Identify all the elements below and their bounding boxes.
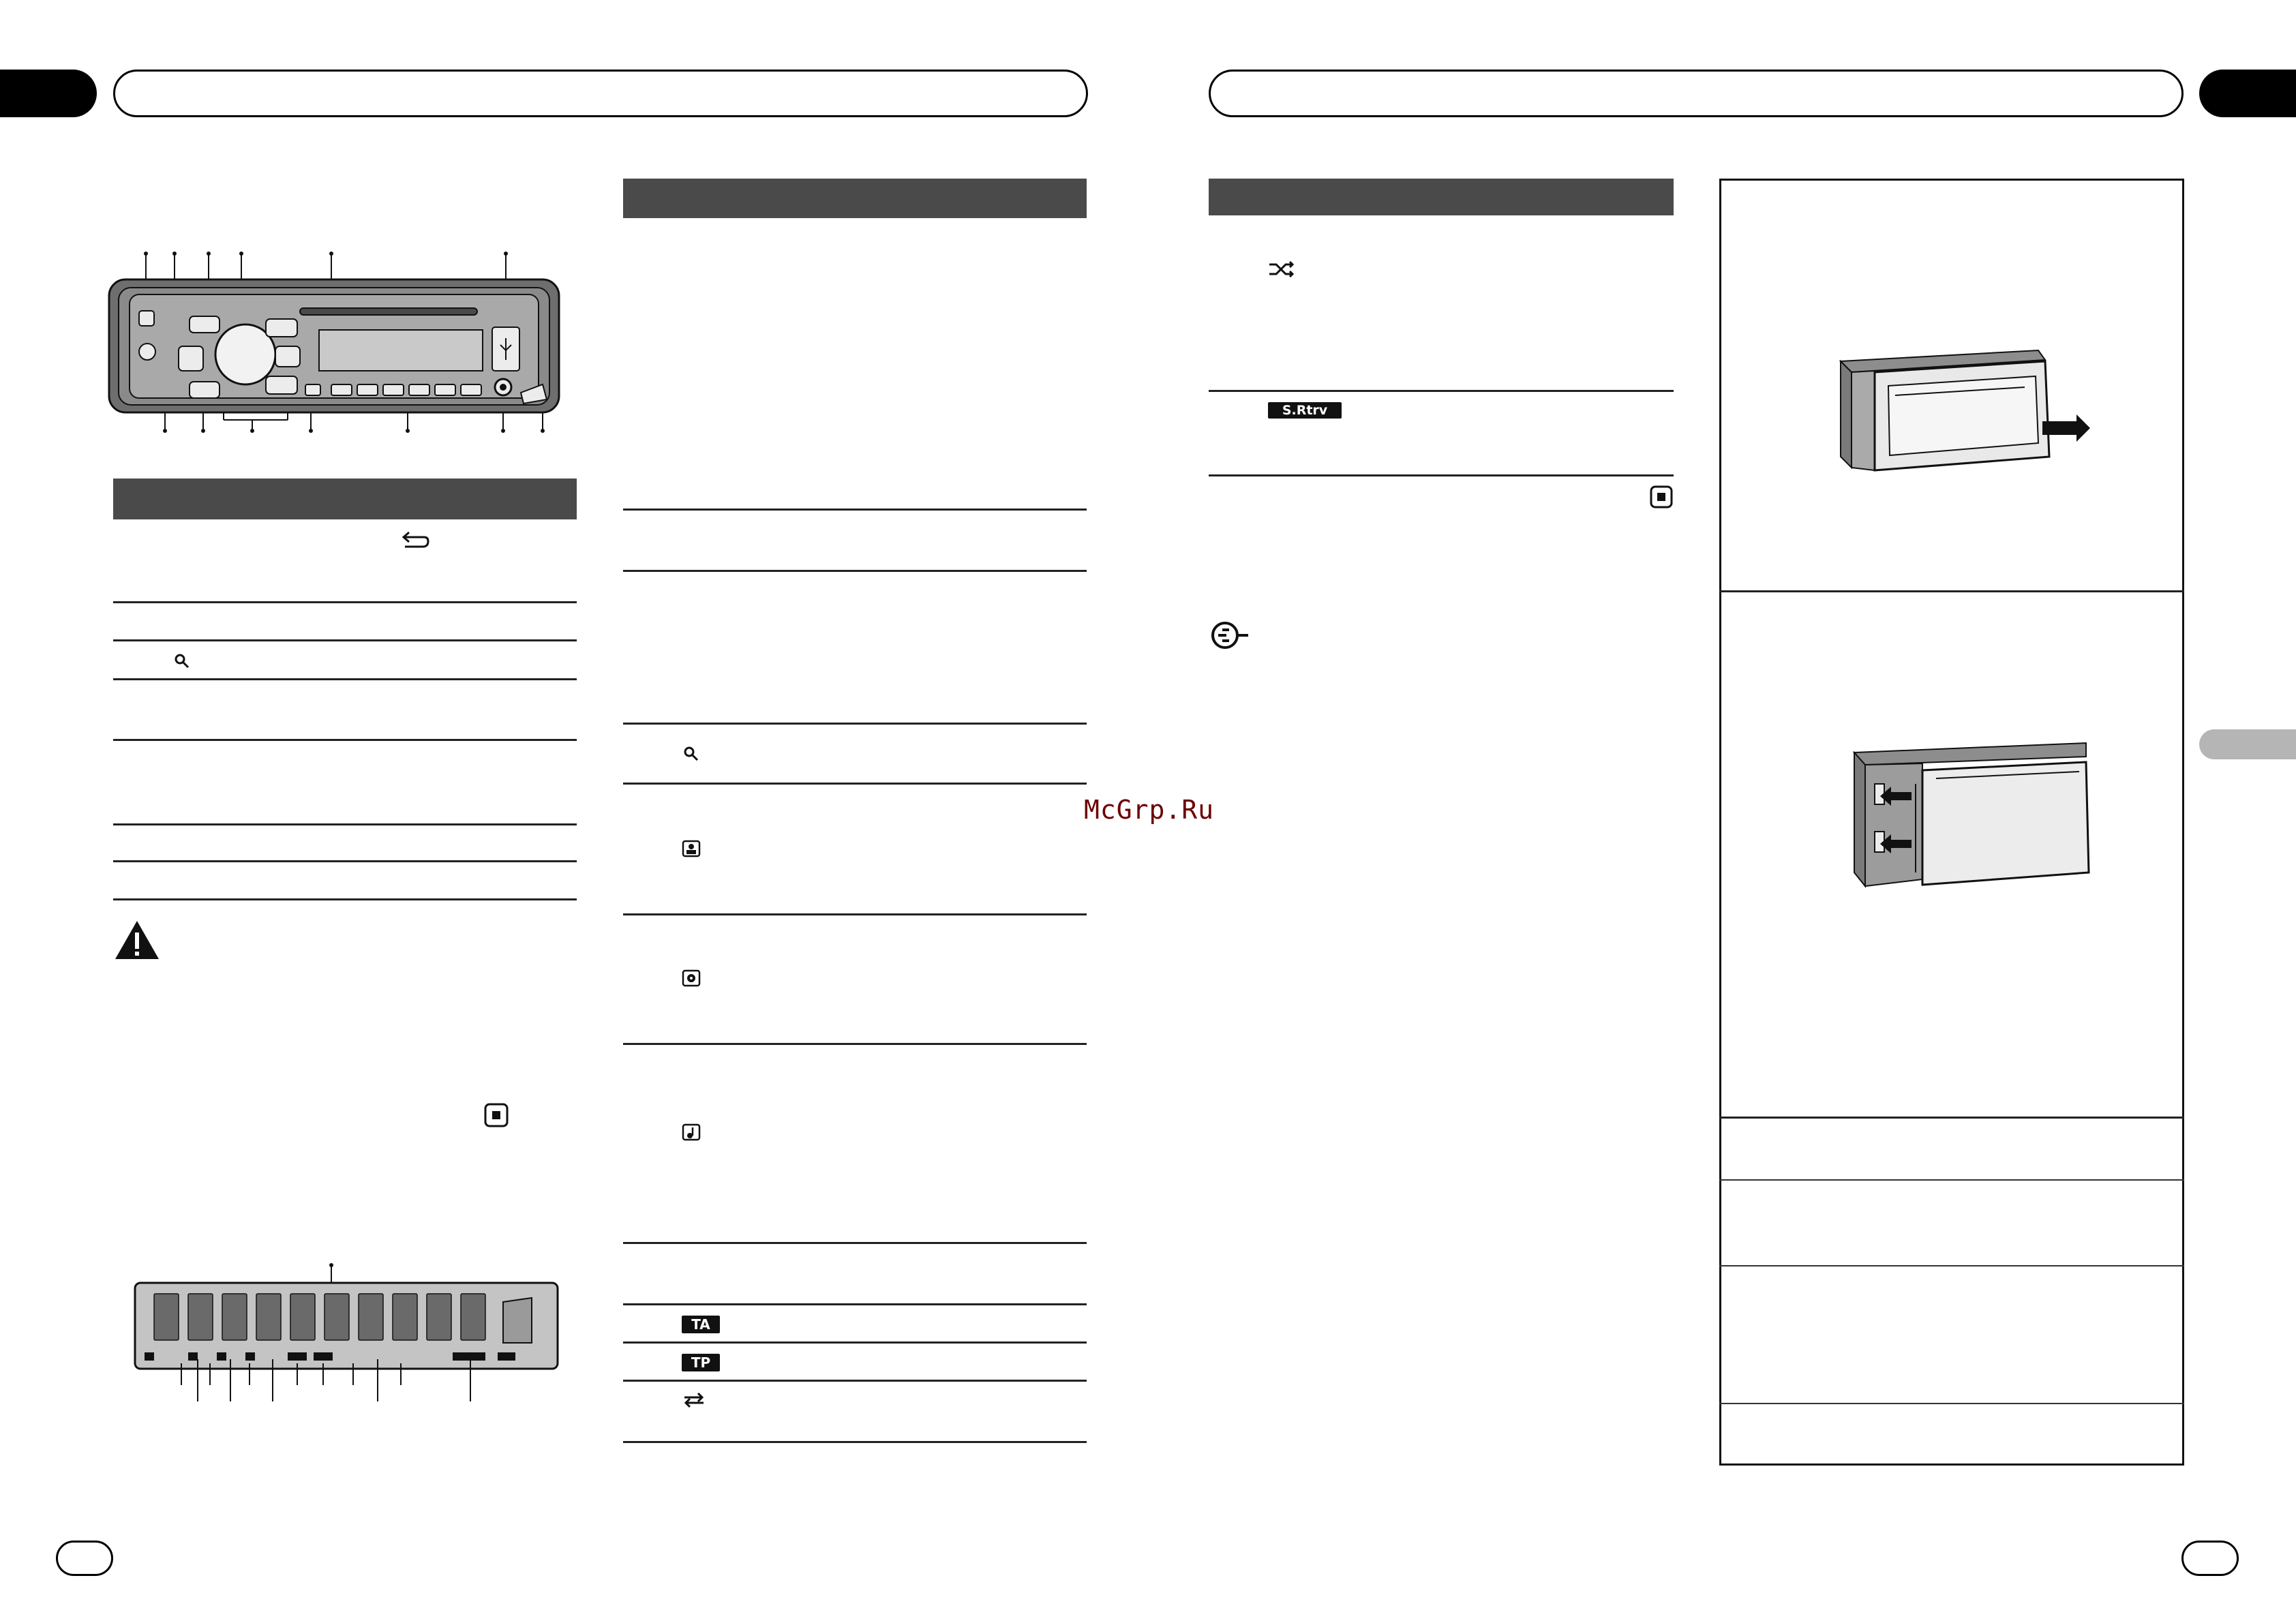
table-divider xyxy=(623,1441,1087,1443)
table-divider xyxy=(113,639,577,641)
left-header-pill xyxy=(113,70,1088,117)
attach-front-panel-illustration xyxy=(1841,736,2113,893)
indicators-table-header-cont xyxy=(1209,179,1674,215)
table-divider xyxy=(113,678,577,680)
stop-icon xyxy=(484,1103,509,1127)
right-page-number-tab xyxy=(2181,1541,2239,1576)
sretrv-indicator: S.Rtrv xyxy=(1268,402,1342,419)
watermark: McGrp.Ru xyxy=(1084,795,1215,825)
search-icon xyxy=(174,653,190,669)
repeat-icon xyxy=(682,1391,706,1408)
caution-icon xyxy=(113,919,161,961)
table-divider xyxy=(113,739,577,741)
right-header-pill xyxy=(1209,70,2184,117)
table-divider xyxy=(623,1242,1087,1244)
table-divider xyxy=(1209,474,1674,476)
tp-indicator: TP xyxy=(682,1354,720,1371)
head-unit-illustration xyxy=(102,245,579,443)
table-divider xyxy=(623,723,1087,725)
panel-divider xyxy=(1719,1117,2184,1119)
indicators-table-header xyxy=(623,179,1087,218)
table-divider xyxy=(623,509,1087,511)
controls-table-header xyxy=(113,479,577,519)
panel-divider xyxy=(1719,1403,2184,1404)
left-section-tab xyxy=(0,70,97,117)
song-icon xyxy=(682,1123,701,1141)
table-divider xyxy=(113,823,577,825)
return-icon xyxy=(401,530,429,549)
panel-divider xyxy=(1719,590,2184,592)
table-divider xyxy=(623,913,1087,915)
table-divider xyxy=(113,601,577,603)
table-divider xyxy=(623,1341,1087,1344)
important-icon xyxy=(1209,620,1251,650)
table-divider xyxy=(623,1043,1087,1045)
table-divider xyxy=(623,783,1087,785)
language-side-tab xyxy=(2199,729,2296,759)
right-section-tab xyxy=(2199,70,2296,117)
panel-divider xyxy=(1719,1265,2184,1266)
stop-icon xyxy=(1650,485,1673,509)
table-divider xyxy=(623,1380,1087,1382)
artist-icon xyxy=(682,840,701,858)
table-divider xyxy=(1209,390,1674,392)
search-icon xyxy=(683,746,699,762)
left-page-number-tab xyxy=(56,1541,113,1576)
table-divider xyxy=(113,860,577,862)
display-illustration xyxy=(130,1261,573,1418)
ta-indicator: TA xyxy=(682,1316,720,1333)
table-divider xyxy=(623,1303,1087,1305)
table-divider xyxy=(623,570,1087,572)
remove-front-panel-illustration xyxy=(1834,341,2106,477)
album-icon xyxy=(682,969,701,987)
panel-divider xyxy=(1719,1179,2184,1181)
table-divider xyxy=(113,898,577,900)
random-icon xyxy=(1267,259,1297,279)
